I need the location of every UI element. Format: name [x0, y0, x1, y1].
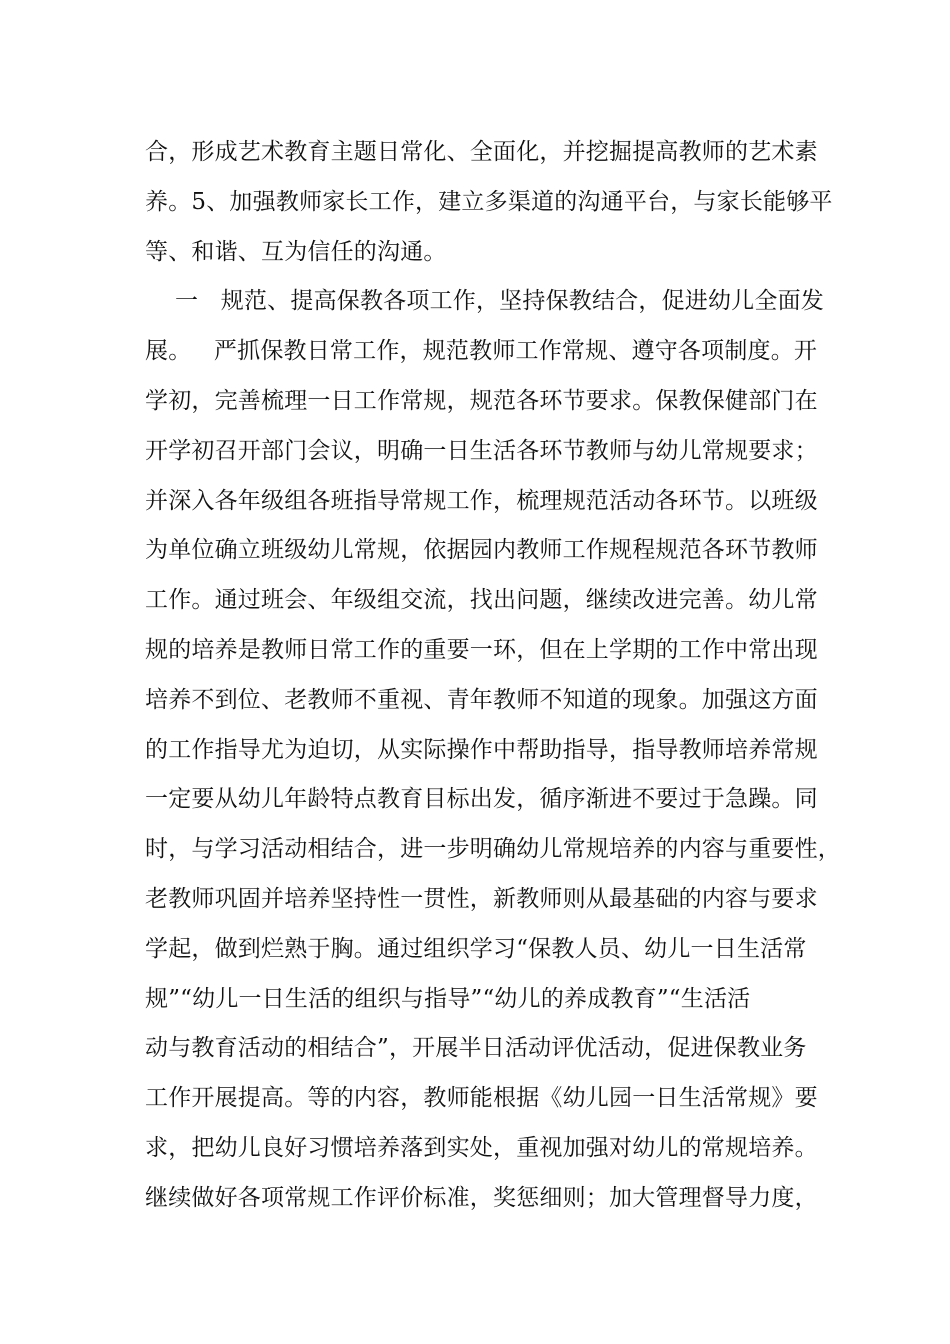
text-line: 老教师巩固并培养坚持性一贯性，新教师则从最基础的内容与要求	[145, 885, 818, 912]
text-line: 继续做好各项常规工作评价标准，奖惩细则；加大管理督导力度，	[145, 1184, 818, 1211]
text-line: 学起，做到烂熟于胸。通过组织学习“保教人员、幼儿一日生活常	[145, 935, 807, 962]
text-line: 动与教育活动的相结合”，开展半日活动评优活动，促进保教业务	[145, 1035, 807, 1062]
document-body	[145, 128, 845, 1224]
text-line: 并深入各年级组各班指导常规工作，梳理规范活动各环节。以班级	[145, 487, 818, 514]
text-line: 时，与学习活动相结合，进一步明确幼儿常规培养的内容与重要性，	[145, 836, 841, 863]
text-line: 养。5、加强教师家长工作，建立多渠道的沟通平台，与家长能够平	[145, 188, 833, 215]
text-line: 一定要从幼儿年龄特点教育目标出发，循序渐进不要过于急躁。同	[145, 786, 818, 813]
text-line: 展。 严抓保教日常工作，规范教师工作常规、遵守各项制度。开	[145, 338, 818, 365]
text-line: 学初，完善梳理一日工作常规，规范各环节要求。保教保健部门在	[145, 387, 818, 414]
text-line: 一 规范、提高保教各项工作，坚持保教结合，促进幼儿全面发	[145, 288, 824, 315]
text-line: 开学初召开部门会议，明确一日生活各环节教师与幼儿常规要求；	[145, 437, 818, 464]
text-line: 规的培养是教师日常工作的重要一环，但在上学期的工作中常出现	[145, 636, 818, 663]
text-line: 规”“幼儿一日生活的组织与指导”“幼儿的养成教育”“生活活	[145, 985, 751, 1012]
text-line: 求，把幼儿良好习惯培养落到实处，重视加强对幼儿的常规培养。	[145, 1134, 818, 1161]
text-line: 等、和谐、互为信任的沟通。	[145, 238, 447, 265]
text-line: 工作开展提高。等的内容，教师能根据《幼儿园一日生活常规》要	[145, 1085, 818, 1112]
text-line: 培养不到位、老教师不重视、青年教师不知道的现象。加强这方面	[145, 686, 818, 713]
text-line: 的工作指导尤为迫切，从实际操作中帮助指导，指导教师培养常规	[145, 736, 818, 763]
text-line: 合，形成艺术教育主题日常化、全面化，并挖掘提高教师的艺术素	[145, 139, 818, 165]
text-line: 工作。通过班会、年级组交流，找出问题，继续改进完善。幼儿常	[145, 587, 818, 614]
text-line: 为单位确立班级幼儿常规，依据园内教师工作规程规范各环节教师	[145, 537, 818, 564]
